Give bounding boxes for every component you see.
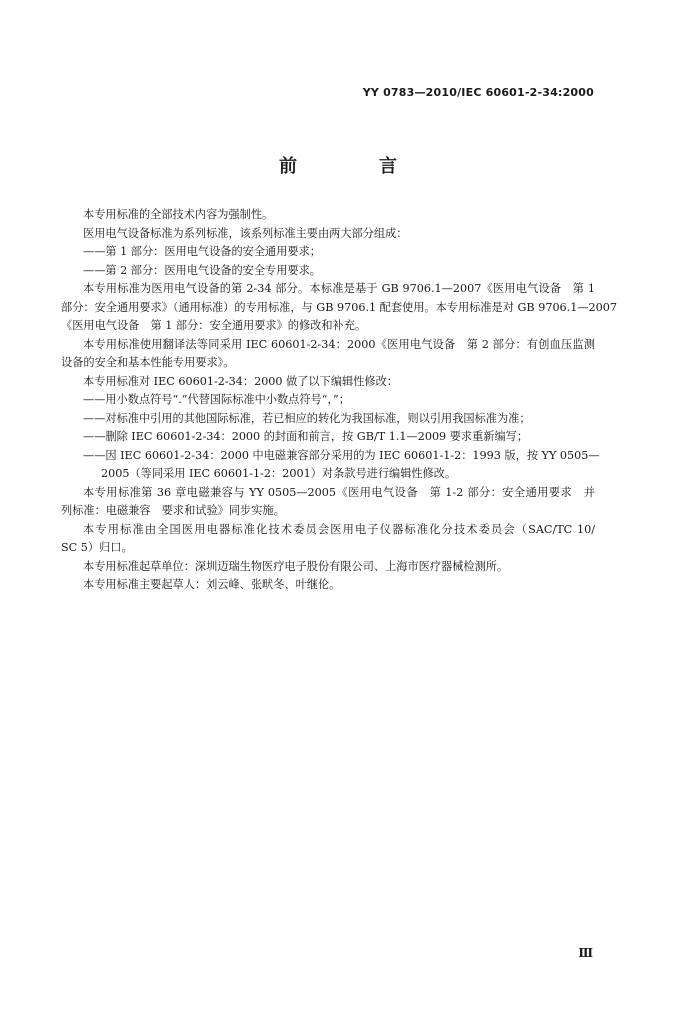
paragraph-mandatory: 本专用标准的全部技术内容为强制性。 xyxy=(83,208,274,221)
paragraph-emc-line2: 列标准：电磁兼容 要求和试验》同步实施。 xyxy=(61,504,285,517)
paragraph-basis-line3: 《医用电气设备 第 1 部分：安全通用要求》的修改和补充。 xyxy=(61,319,367,332)
paragraph-drafting-units: 本专用标准起草单位：深圳迈瑞生物医疗电子股份有限公司、上海市医疗器械检测所。 xyxy=(83,559,509,573)
paragraph-emc-line1: 本专用标准第 36 章电磁兼容与 YY 0505—2005《医用电气设备 第 1-2 部分：安全通用要求 并 xyxy=(83,485,595,499)
standard-code-header: YY 0783—2010/IEC 60601-2-34:2000 xyxy=(362,86,594,99)
list-item-emc-line2: 2005（等同采用 IEC 60601-1-2：2001）对条款号进行编辑性修改。 xyxy=(101,467,457,480)
paragraph-committee-line2: SC 5）归口。 xyxy=(61,541,133,554)
page-number: Ⅲ xyxy=(578,946,593,960)
list-item-part2: ——第 2 部分：医用电气设备的安全专用要求。 xyxy=(83,263,321,277)
paragraph-adoption-line1: 本专用标准使用翻译法等同采用 IEC 60601-2-34：2000《医用电气设备 第 2 部分：有创血压监测 xyxy=(83,337,595,351)
paragraph-basis-line2: 部分：安全通用要求》（通用标准）的专用标准，与 GB 9706.1 配套使用。本专用标准是对 GB 9706.1—2007 xyxy=(61,300,618,314)
paragraph-adoption-line2: 设备的安全和基本性能专用要求》。 xyxy=(61,356,235,369)
list-item-references: ——对标准中引用的其他国际标准，若已相应的转化为我国标准，则以引用我国标准为准； xyxy=(83,411,531,425)
paragraph-drafters: 本专用标准主要起草人：刘云峰、张畎冬、叶继伦。 xyxy=(83,578,341,591)
list-item-part1: ——第 1 部分：医用电气设备的安全通用要求； xyxy=(83,245,321,258)
list-item-emc-line1: ——因 IEC 60601-2-34：2000 中电磁兼容部分采用的为 IEC 60601-1-2：1993 版，按 YY 0505— xyxy=(83,448,600,462)
list-item-decimal: ——用小数点符号“.”代替国际标准中小数点符号“，”； xyxy=(83,393,350,406)
list-item-cover: ——删除 IEC 60601-2-34：2000 的封面和前言，按 GB/T 1.1—2009 要求重新编写； xyxy=(83,430,529,443)
foreword-body xyxy=(61,206,618,595)
paragraph-series: 医用电气设备标准为系列标准，该系列标准主要由两大部分组成： xyxy=(83,226,408,240)
page-title: 前 言 xyxy=(279,156,429,177)
paragraph-basis-line1: 本专用标准为医用电气设备的第 2-34 部分。本标准是基于 GB 9706.1—2007《医用电气设备 第 1 xyxy=(83,282,595,295)
paragraph-committee-line1: 本专用标准由全国医用电器标准化技术委员会医用电子仪器标准化分技术委员会（SAC/TC 10/ xyxy=(83,522,595,536)
paragraph-edits-intro: 本专用标准对 IEC 60601-2-34：2000 做了以下编辑性修改： xyxy=(83,374,398,388)
